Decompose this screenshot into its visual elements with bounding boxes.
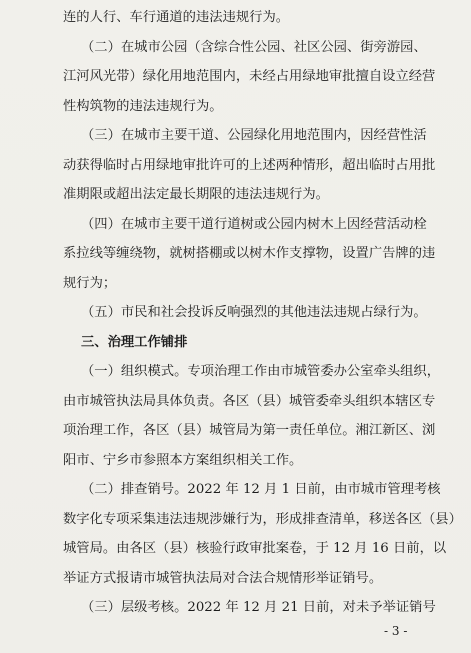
body-text-line: 项治理工作，各区（县）城管局为第一责任单位。湘江新区、浏 (63, 423, 436, 438)
body-text-line: 数字化专项采集违法违规涉嫌行为，形成排查清单，移送各区（县） (63, 511, 462, 527)
body-text-line: （二）在城市公园（含综合性公园、社区公园、街旁游园、 (81, 39, 427, 55)
body-text-line: 连的人行、车行通道的违法违规行为。 (63, 10, 290, 25)
body-text-line: （四）在城市主要干道行道树或公园内树木上因经营活动栓 (81, 216, 427, 232)
body-text-line: 准期限或超出法定最长期限的违法违规行为。 (63, 187, 329, 202)
page-number: - 3 - (384, 624, 408, 638)
body-text-line: 规行为； (63, 275, 117, 291)
body-text-line: 阳市、宁乡市参照本方案组织相关工作。 (63, 452, 303, 468)
body-text-line: 性构筑物的违法违规行为。 (63, 98, 223, 114)
body-text-line: （二）排查销号。2022 年 12 月 1 日前，由市城市管理考核 (81, 482, 441, 497)
body-text-line: 系拉线等缠绕物，就树搭棚或以树木作支撑物，设置广告牌的违 (63, 246, 436, 261)
body-text-line: （一）组织模式。专项治理工作由市城管委办公室牵头组织， (81, 364, 441, 379)
body-text-line: （三）在城市主要干道、公园绿化用地范围内，因经营性活 (81, 128, 427, 143)
body-text-line: （三）层级考核。2022 年 12 月 21 日前，对未予举证销号 (81, 600, 436, 615)
body-text-line: 城管局。由各区（县）核验行政审批案卷，于 12 月 16 日前，以 (63, 541, 447, 556)
body-text-line: 江河风光带）绿化用地范围内，未经占用绿地审批擅自设立经营 (63, 69, 436, 84)
body-text-line: 举证方式报请市城管执法局对合法合规情形举证销号。 (63, 570, 383, 586)
body-text-line: 由市城管执法局具体负责。各区（县）城管委牵头组织本辖区专 (63, 393, 436, 409)
body-text-line: （五）市民和社会投诉反响强烈的其他违法违规占绿行为。 (81, 305, 427, 320)
section-heading: 三、治理工作铺排 (81, 334, 188, 350)
body-text-line: 动获得临时占用绿地审批许可的上述两种情形，超出临时占用批 (63, 157, 436, 173)
